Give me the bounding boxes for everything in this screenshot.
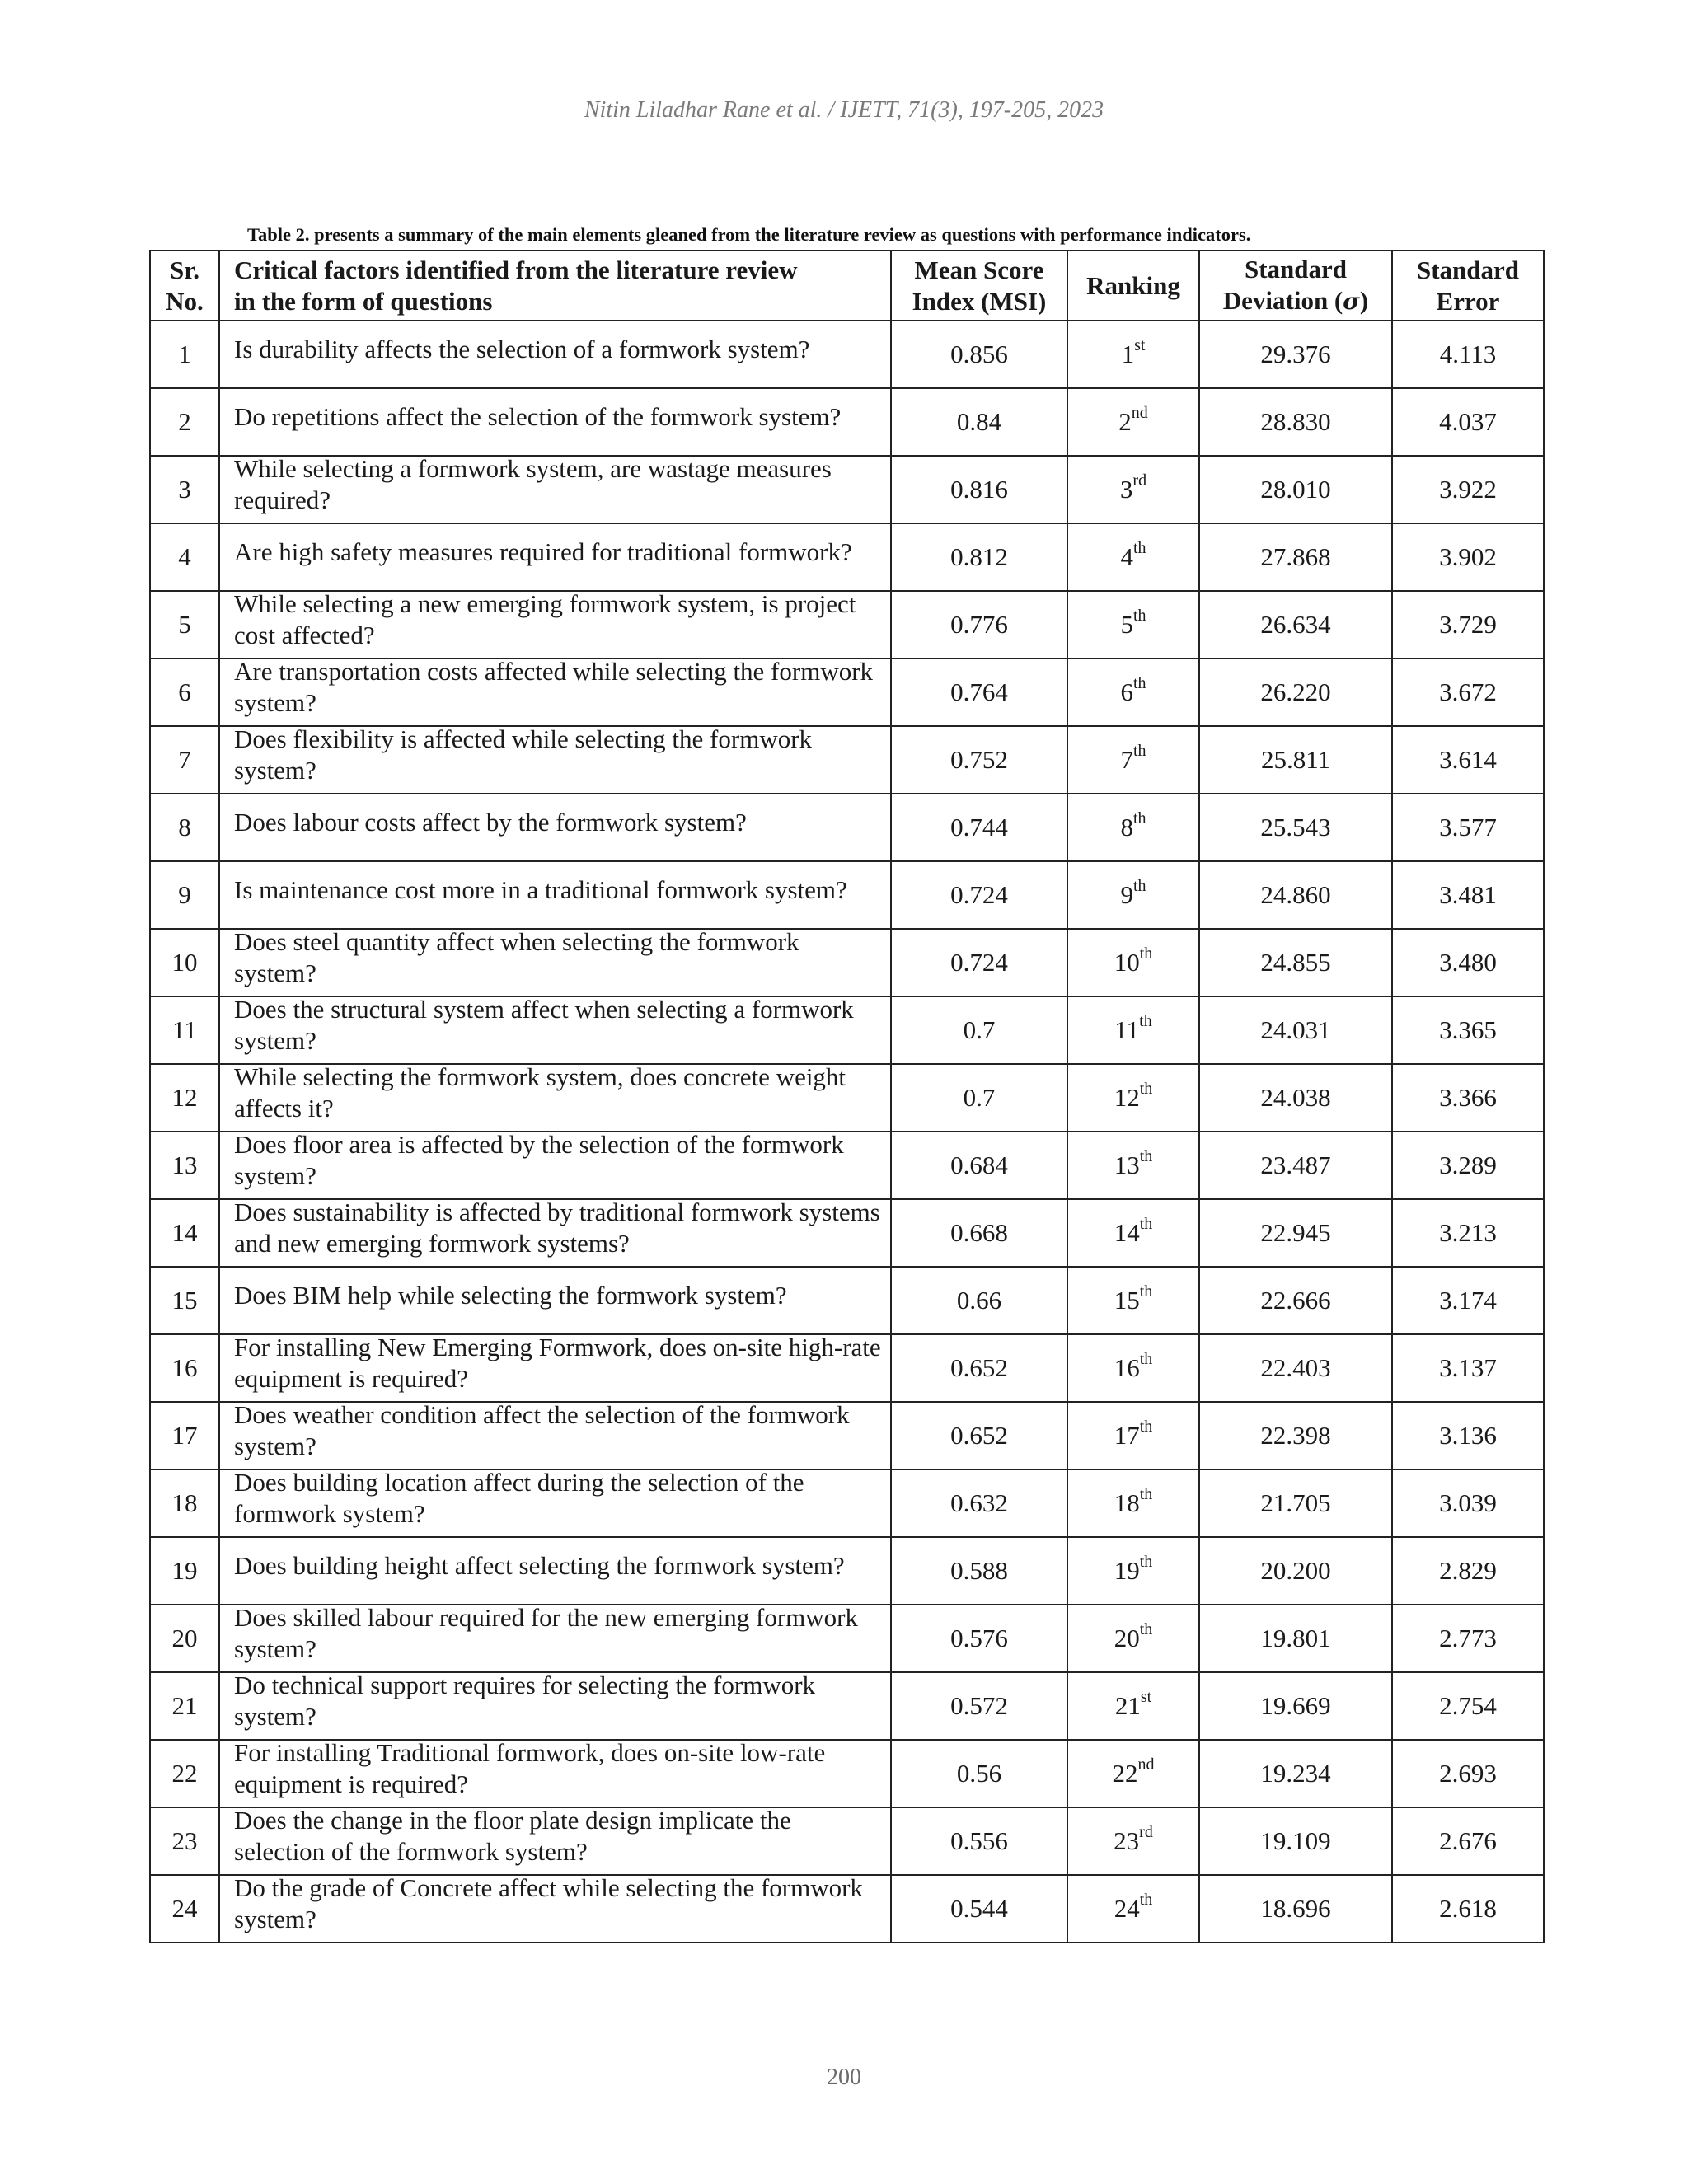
table-row (150, 1199, 1544, 1267)
header-std-deviation (1199, 251, 1392, 321)
cell-sr-no: 18 (150, 1469, 219, 1537)
cell-std-deviation: 25.811 (1199, 726, 1392, 794)
table-row (150, 523, 1544, 591)
cell-msi: 0.724 (891, 929, 1067, 996)
cell-std-error: 3.366 (1392, 1064, 1544, 1132)
rank-suffix: th (1139, 1214, 1153, 1233)
cell-msi: 0.764 (891, 658, 1067, 726)
cell-ranking (1067, 1469, 1199, 1537)
rank-suffix: th (1139, 1890, 1153, 1909)
cell-std-deviation: 21.705 (1199, 1469, 1392, 1537)
header-sr-line1: Sr. (170, 255, 199, 284)
cell-std-error: 3.480 (1392, 929, 1544, 996)
cell-question (219, 1807, 891, 1875)
cell-msi: 0.56 (891, 1740, 1067, 1807)
table-row (150, 658, 1544, 726)
cell-msi: 0.652 (891, 1402, 1067, 1469)
cell-msi: 0.66 (891, 1267, 1067, 1334)
cell-std-deviation: 24.855 (1199, 929, 1392, 996)
rank-suffix: th (1139, 1552, 1153, 1571)
cell-std-deviation: 25.543 (1199, 794, 1392, 861)
rank-suffix: th (1132, 673, 1146, 692)
cell-ranking (1067, 1334, 1199, 1402)
cell-ranking (1067, 1672, 1199, 1740)
cell-ranking (1067, 1875, 1199, 1943)
cell-sr-no: 24 (150, 1875, 219, 1943)
rank-number: 10 (1114, 948, 1140, 977)
header-question (219, 251, 891, 321)
question-text: While selecting a new emerging formwork system, is project cost affected? (234, 591, 856, 649)
question-text: Is maintenance cost more in a traditional formwork system? (234, 875, 847, 904)
cell-msi: 0.684 (891, 1132, 1067, 1199)
cell-std-error: 2.829 (1392, 1537, 1544, 1605)
cell-std-error: 3.672 (1392, 658, 1544, 726)
header-msi-line1: Mean Score (914, 255, 1044, 284)
cell-ranking (1067, 321, 1199, 388)
table-row (150, 591, 1544, 658)
rank-number: 3 (1119, 475, 1133, 504)
question-text: Do repetitions affect the selection of the formwork system? (234, 402, 842, 431)
rank-suffix: th (1139, 1417, 1153, 1436)
table-row (150, 794, 1544, 861)
cell-msi: 0.556 (891, 1807, 1067, 1875)
cell-sr-no: 2 (150, 388, 219, 456)
cell-std-deviation: 22.398 (1199, 1402, 1392, 1469)
cell-std-error: 2.773 (1392, 1605, 1544, 1672)
cell-std-deviation: 26.220 (1199, 658, 1392, 726)
cell-sr-no: 16 (150, 1334, 219, 1402)
rank-suffix: th (1132, 808, 1146, 827)
cell-ranking (1067, 929, 1199, 996)
cell-msi: 0.7 (891, 1064, 1067, 1132)
cell-ranking (1067, 1064, 1199, 1132)
rank-suffix: th (1139, 944, 1153, 963)
cell-sr-no: 6 (150, 658, 219, 726)
cell-question (219, 1064, 891, 1132)
running-header: Nitin Liladhar Rane et al. / IJETT, 71(3), 197-205, 2023 (584, 97, 1104, 123)
cell-sr-no: 15 (150, 1267, 219, 1334)
rank-number: 23 (1114, 1826, 1140, 1855)
cell-sr-no: 22 (150, 1740, 219, 1807)
question-text: Do the grade of Concrete affect while selecting the formwork system? (234, 1875, 863, 1933)
cell-msi: 0.724 (891, 861, 1067, 929)
cell-std-deviation: 22.666 (1199, 1267, 1392, 1334)
rank-number: 21 (1114, 1691, 1141, 1720)
question-text: Does the change in the floor plate design implicate the selection of the formwork system? (234, 1807, 791, 1866)
question-text: While selecting the formwork system, does concrete weight affects it? (234, 1064, 846, 1122)
question-text: For installing New Emerging Formwork, does on-site high-rate equipment is required? (234, 1334, 881, 1393)
cell-msi: 0.856 (891, 321, 1067, 388)
rank-number: 6 (1120, 677, 1133, 706)
cell-std-error: 3.481 (1392, 861, 1544, 929)
cell-std-error: 2.618 (1392, 1875, 1544, 1943)
cell-sr-no: 20 (150, 1605, 219, 1672)
cell-ranking (1067, 1807, 1199, 1875)
cell-question (219, 1199, 891, 1267)
question-text: Are transportation costs affected while selecting the formwork system? (234, 658, 874, 717)
cell-std-error: 3.039 (1392, 1469, 1544, 1537)
cell-std-error: 3.902 (1392, 523, 1544, 591)
table-row (150, 1740, 1544, 1807)
cell-sr-no: 1 (150, 321, 219, 388)
question-text: Does sustainability is affected by traditional formwork systems and new emerging formwork systems? (234, 1199, 880, 1258)
cell-question (219, 1672, 891, 1740)
cell-std-deviation: 19.669 (1199, 1672, 1392, 1740)
rank-suffix: th (1139, 1146, 1153, 1165)
rank-suffix: th (1132, 538, 1146, 557)
table-header (150, 251, 1544, 321)
cell-std-deviation: 24.860 (1199, 861, 1392, 929)
table-row (150, 321, 1544, 388)
header-sr-no (150, 251, 219, 321)
rank-suffix: st (1140, 1687, 1152, 1706)
cell-question (219, 1875, 891, 1943)
table-row (150, 726, 1544, 794)
cell-question (219, 523, 891, 591)
cell-ranking (1067, 1267, 1199, 1334)
cell-question (219, 726, 891, 794)
question-text: While selecting a formwork system, are wastage measures required? (234, 456, 832, 514)
question-text: Do technical support requires for selecting the formwork system? (234, 1672, 816, 1731)
cell-ranking (1067, 591, 1199, 658)
cell-msi: 0.776 (891, 591, 1067, 658)
cell-ranking (1067, 1199, 1199, 1267)
cell-question (219, 591, 891, 658)
table-row (150, 1469, 1544, 1537)
table-row (150, 1334, 1544, 1402)
table-row (150, 1605, 1544, 1672)
cell-sr-no: 23 (150, 1807, 219, 1875)
rank-number: 16 (1114, 1353, 1140, 1382)
header-sd-line1: Standard (1244, 255, 1348, 284)
table-row (150, 1807, 1544, 1875)
cell-ranking (1067, 388, 1199, 456)
question-text: Does BIM help while selecting the formwork system? (234, 1281, 787, 1310)
rank-suffix: th (1132, 741, 1146, 760)
cell-sr-no: 8 (150, 794, 219, 861)
cell-ranking (1067, 1605, 1199, 1672)
cell-std-deviation: 19.234 (1199, 1740, 1392, 1807)
table-row (150, 1132, 1544, 1199)
rank-suffix: th (1139, 1011, 1152, 1030)
rank-suffix: th (1139, 1282, 1153, 1301)
results-table (149, 250, 1545, 1943)
table-row (150, 929, 1544, 996)
table-row (150, 1402, 1544, 1469)
cell-ranking (1067, 1402, 1199, 1469)
cell-question (219, 1132, 891, 1199)
cell-sr-no: 9 (150, 861, 219, 929)
table-caption: Table 2. presents a summary of the main elements gleaned from the literature review as questions with performance indicators. (247, 224, 1251, 245)
header-se-line1: Standard (1416, 255, 1520, 284)
rank-suffix: th (1139, 1349, 1153, 1368)
question-text: Are high safety measures required for traditional formwork? (234, 537, 852, 566)
cell-sr-no: 14 (150, 1199, 219, 1267)
rank-number: 11 (1114, 1015, 1140, 1044)
rank-suffix: th (1139, 1079, 1153, 1098)
cell-msi: 0.588 (891, 1537, 1067, 1605)
table-row (150, 1672, 1544, 1740)
cell-std-deviation: 28.010 (1199, 456, 1392, 523)
header-sd-close: ) (1359, 286, 1369, 315)
rank-number: 18 (1114, 1488, 1140, 1517)
cell-ranking (1067, 794, 1199, 861)
rank-number: 19 (1114, 1556, 1140, 1585)
table-row (150, 1875, 1544, 1943)
rank-number: 13 (1114, 1151, 1140, 1179)
cell-ranking (1067, 1740, 1199, 1807)
cell-question (219, 1469, 891, 1537)
question-text: Does steel quantity affect when selecting the formwork system? (234, 929, 799, 987)
rank-number: 8 (1120, 813, 1133, 841)
rank-suffix: th (1139, 1484, 1153, 1503)
rank-number: 2 (1118, 407, 1132, 436)
cell-question (219, 929, 891, 996)
rank-number: 20 (1114, 1624, 1140, 1652)
cell-std-deviation: 20.200 (1199, 1537, 1392, 1605)
question-text: Does the structural system affect when selecting a formwork system? (234, 996, 854, 1055)
rank-suffix: th (1139, 1619, 1153, 1638)
table-row (150, 1267, 1544, 1334)
rank-suffix: th (1132, 876, 1146, 895)
rank-number: 4 (1120, 542, 1133, 571)
header-msi-line2: Index (MSI) (912, 286, 1047, 316)
cell-sr-no: 11 (150, 996, 219, 1064)
cell-question (219, 321, 891, 388)
cell-msi: 0.572 (891, 1672, 1067, 1740)
cell-std-error: 2.693 (1392, 1740, 1544, 1807)
cell-msi: 0.7 (891, 996, 1067, 1064)
cell-std-deviation: 29.376 (1199, 321, 1392, 388)
table-row (150, 1537, 1544, 1605)
cell-msi: 0.84 (891, 388, 1067, 456)
cell-sr-no: 13 (150, 1132, 219, 1199)
cell-question (219, 1605, 891, 1672)
question-text: Is durability affects the selection of a formwork system? (234, 335, 810, 363)
rank-number: 15 (1114, 1286, 1140, 1315)
question-text: For installing Traditional formwork, does on-site low-rate equipment is required? (234, 1740, 826, 1798)
cell-sr-no: 12 (150, 1064, 219, 1132)
header-se-line2: Error (1436, 286, 1500, 316)
cell-ranking (1067, 726, 1199, 794)
cell-question (219, 996, 891, 1064)
cell-question (219, 1402, 891, 1469)
cell-std-deviation: 22.403 (1199, 1334, 1392, 1402)
question-text: Does building location affect during the selection of the formwork system? (234, 1469, 804, 1528)
cell-question (219, 658, 891, 726)
cell-std-error: 3.136 (1392, 1402, 1544, 1469)
cell-question (219, 1267, 891, 1334)
cell-msi: 0.652 (891, 1334, 1067, 1402)
cell-ranking (1067, 861, 1199, 929)
cell-std-error: 2.676 (1392, 1807, 1544, 1875)
page-number: 200 (827, 2064, 861, 2090)
rank-number: 1 (1121, 340, 1135, 368)
rank-number: 17 (1114, 1421, 1140, 1450)
rank-suffix: st (1134, 335, 1146, 354)
cell-std-error: 4.113 (1392, 321, 1544, 388)
cell-question (219, 1537, 891, 1605)
table-row (150, 996, 1544, 1064)
cell-sr-no: 5 (150, 591, 219, 658)
table-row (150, 456, 1544, 523)
cell-msi: 0.812 (891, 523, 1067, 591)
cell-ranking (1067, 658, 1199, 726)
cell-std-deviation: 26.634 (1199, 591, 1392, 658)
rank-suffix: rd (1132, 471, 1147, 490)
table-row (150, 388, 1544, 456)
table-body (150, 321, 1544, 1943)
cell-std-error: 3.614 (1392, 726, 1544, 794)
cell-std-deviation: 24.031 (1199, 996, 1392, 1064)
rank-number: 5 (1120, 610, 1133, 639)
cell-sr-no: 4 (150, 523, 219, 591)
cell-ranking (1067, 1132, 1199, 1199)
cell-question (219, 794, 891, 861)
header-question-line2: in the form of questions (234, 286, 493, 316)
cell-std-error: 3.922 (1392, 456, 1544, 523)
cell-std-error: 3.137 (1392, 1334, 1544, 1402)
cell-sr-no: 17 (150, 1402, 219, 1469)
question-text: Does weather condition affect the selection of the formwork system? (234, 1402, 850, 1460)
cell-std-error: 3.729 (1392, 591, 1544, 658)
rank-number: 22 (1112, 1759, 1138, 1788)
question-text: Does flexibility is affected while selecting the formwork system? (234, 726, 813, 785)
question-text: Does labour costs affect by the formwork system? (234, 808, 747, 837)
cell-sr-no: 7 (150, 726, 219, 794)
cell-msi: 0.744 (891, 794, 1067, 861)
cell-std-error: 3.213 (1392, 1199, 1544, 1267)
cell-question (219, 388, 891, 456)
rank-number: 7 (1120, 745, 1133, 774)
cell-std-deviation: 19.801 (1199, 1605, 1392, 1672)
cell-msi: 0.632 (891, 1469, 1067, 1537)
rank-suffix: th (1132, 606, 1146, 625)
cell-ranking (1067, 456, 1199, 523)
question-text: Does skilled labour required for the new emerging formwork system? (234, 1605, 858, 1663)
cell-std-error: 3.365 (1392, 996, 1544, 1064)
table-row (150, 1064, 1544, 1132)
cell-msi: 0.752 (891, 726, 1067, 794)
rank-suffix: nd (1131, 403, 1148, 422)
header-ranking (1067, 251, 1199, 321)
cell-msi: 0.576 (891, 1605, 1067, 1672)
rank-suffix: rd (1139, 1822, 1153, 1841)
header-sr-line2: No. (166, 286, 204, 316)
cell-ranking (1067, 523, 1199, 591)
cell-std-deviation: 22.945 (1199, 1199, 1392, 1267)
rank-number: 24 (1114, 1894, 1140, 1923)
cell-msi: 0.668 (891, 1199, 1067, 1267)
table-row (150, 861, 1544, 929)
cell-ranking (1067, 1537, 1199, 1605)
header-msi (891, 251, 1067, 321)
header-ranking-label: Ranking (1086, 270, 1180, 300)
header-std-error (1392, 251, 1544, 321)
sigma-symbol: σ (1343, 288, 1360, 315)
cell-std-deviation: 19.109 (1199, 1807, 1392, 1875)
cell-std-deviation: 23.487 (1199, 1132, 1392, 1199)
rank-number: 14 (1114, 1218, 1140, 1247)
cell-sr-no: 10 (150, 929, 219, 996)
cell-msi: 0.544 (891, 1875, 1067, 1943)
rank-number: 12 (1114, 1083, 1140, 1112)
header-question-line1: Critical factors identified from the literature review (234, 255, 798, 284)
cell-std-deviation: 18.696 (1199, 1875, 1392, 1943)
cell-std-error: 4.037 (1392, 388, 1544, 456)
rank-number: 9 (1120, 880, 1133, 909)
cell-std-deviation: 24.038 (1199, 1064, 1392, 1132)
header-sd-line2: Deviation ( (1222, 286, 1343, 315)
cell-question (219, 456, 891, 523)
cell-sr-no: 19 (150, 1537, 219, 1605)
cell-std-error: 3.174 (1392, 1267, 1544, 1334)
header-row (150, 251, 1544, 321)
cell-msi: 0.816 (891, 456, 1067, 523)
cell-question (219, 1334, 891, 1402)
question-text: Does floor area is affected by the selection of the formwork system? (234, 1132, 844, 1190)
rank-suffix: nd (1137, 1755, 1155, 1774)
cell-std-deviation: 28.830 (1199, 388, 1392, 456)
cell-std-error: 3.289 (1392, 1132, 1544, 1199)
question-text: Does building height affect selecting the formwork system? (234, 1551, 845, 1580)
cell-std-deviation: 27.868 (1199, 523, 1392, 591)
cell-std-error: 3.577 (1392, 794, 1544, 861)
cell-sr-no: 21 (150, 1672, 219, 1740)
cell-question (219, 1740, 891, 1807)
cell-std-error: 2.754 (1392, 1672, 1544, 1740)
cell-sr-no: 3 (150, 456, 219, 523)
cell-ranking (1067, 996, 1199, 1064)
cell-question (219, 861, 891, 929)
